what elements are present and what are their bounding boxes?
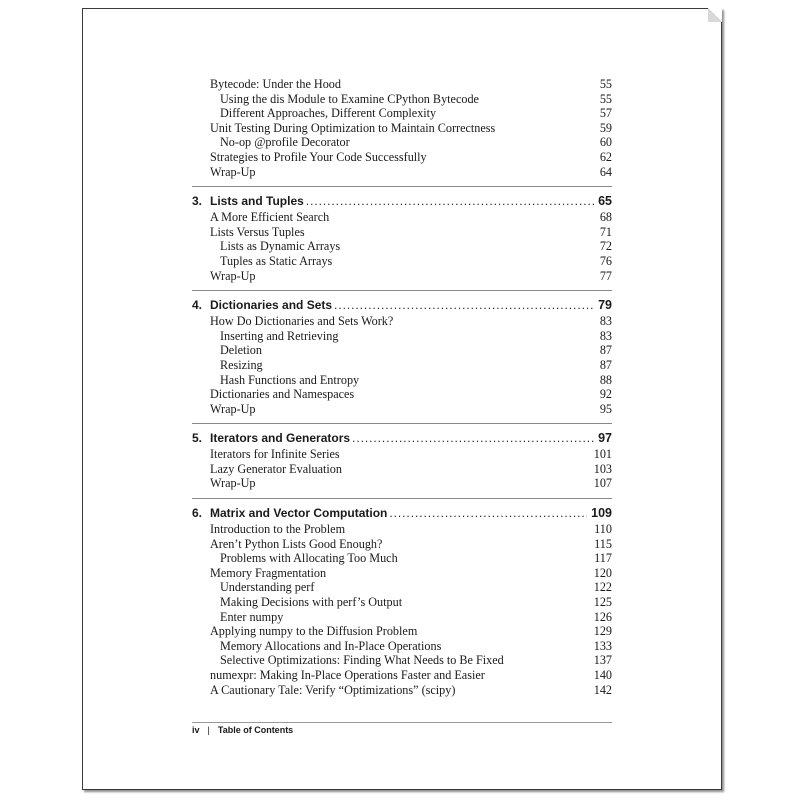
- toc-chapter[interactable]: [192, 423, 612, 446]
- chapter-page-number: 79: [598, 298, 612, 313]
- entry-page-number: 55: [599, 77, 612, 91]
- entry-title: How Do Dictionaries and Sets Work?: [210, 314, 394, 329]
- entry-title: Different Approaches, Different Complexity: [220, 106, 437, 121]
- entry-title: Applying numpy to the Diffusion Problem: [210, 624, 418, 639]
- entry-page-number: 60: [599, 135, 612, 150]
- toc-subsection[interactable]: [192, 329, 612, 344]
- dot-leader: [389, 505, 587, 521]
- entry-title: Tuples as Static Arrays: [220, 253, 333, 268]
- entry-page-number: 101: [593, 447, 612, 462]
- entry-page-number: 95: [599, 401, 612, 416]
- entry-title: numexpr: Making In-Place Operations Faster and Easier: [210, 668, 485, 682]
- entry-title: Bytecode: Under the Hood: [210, 77, 341, 91]
- entry-title: Unit Testing During Optimization to Maintain Correctness: [210, 120, 496, 135]
- entry-title: Dictionaries and Namespaces: [210, 387, 355, 402]
- toc-subsection[interactable]: [192, 254, 612, 269]
- entry-page-number: 137: [593, 653, 612, 668]
- entry-page-number: 115: [594, 536, 612, 551]
- entry-title: Enter numpy: [220, 609, 284, 624]
- entry-page-number: 64: [599, 164, 612, 179]
- entry-page-number: 129: [593, 624, 612, 639]
- toc-subsection[interactable]: [192, 580, 612, 595]
- entry-title: Wrap-Up: [210, 476, 256, 491]
- chapter-title: Dictionaries and Sets: [210, 298, 333, 313]
- chapter-page-number: 65: [598, 194, 612, 209]
- entry-page-number: 87: [599, 343, 612, 358]
- toc-subsection[interactable]: [192, 639, 612, 654]
- chapter-number: 3.: [192, 194, 203, 209]
- toc-section[interactable]: [192, 402, 612, 417]
- entry-page-number: 57: [599, 106, 612, 121]
- entry-page-number: 120: [593, 565, 612, 580]
- dot-leader: [306, 193, 594, 209]
- entry-page-number: 140: [593, 668, 612, 682]
- entry-page-number: 76: [599, 253, 612, 268]
- table-of-contents: [192, 77, 612, 697]
- toc-subsection[interactable]: [192, 343, 612, 358]
- page-corner-fold: [708, 8, 722, 22]
- toc-subsection[interactable]: [192, 551, 612, 566]
- entry-title: Introduction to the Problem: [210, 522, 346, 537]
- entry-title: Deletion: [220, 343, 262, 358]
- entry-title: Iterators for Infinite Series: [210, 447, 340, 462]
- entry-page-number: 62: [599, 149, 612, 164]
- toc-section[interactable]: [192, 77, 612, 92]
- entry-page-number: 142: [593, 682, 612, 697]
- toc-subsection[interactable]: [192, 92, 612, 107]
- entry-title: Using the dis Module to Examine CPython Bytecode: [220, 91, 479, 106]
- toc-subsection[interactable]: [192, 239, 612, 254]
- entry-page-number: 92: [599, 387, 612, 402]
- entry-title: Wrap-Up: [210, 268, 256, 283]
- entry-page-number: 110: [594, 522, 612, 537]
- entry-page-number: 87: [599, 357, 612, 372]
- toc-section[interactable]: [192, 624, 612, 639]
- entry-title: Lazy Generator Evaluation: [210, 461, 342, 476]
- page-footer: [192, 722, 612, 735]
- footer-section-title: Table of Contents: [217, 725, 294, 735]
- toc-section[interactable]: [192, 668, 612, 683]
- entry-page-number: 107: [593, 476, 612, 491]
- entry-title: Aren’t Python Lists Good Enough?: [210, 536, 383, 551]
- chapter-number: 4.: [192, 298, 203, 313]
- entry-title: Memory Fragmentation: [210, 565, 327, 580]
- toc-subsection[interactable]: [192, 106, 612, 121]
- entry-page-number: 77: [599, 268, 612, 283]
- chapter-title: Matrix and Vector Computation: [210, 506, 388, 521]
- chapter-page-number: 109: [591, 506, 612, 521]
- chapter-number: 6.: [192, 506, 203, 521]
- toc-subsection[interactable]: [192, 135, 612, 150]
- entry-title: A Cautionary Tale: Verify “Optimizations” (scipy): [210, 682, 456, 697]
- toc-section[interactable]: [192, 387, 612, 402]
- toc-section[interactable]: [192, 269, 612, 284]
- entry-title: Inserting and Retrieving: [220, 328, 339, 343]
- entry-title: Wrap-Up: [210, 164, 256, 179]
- toc-section[interactable]: [192, 121, 612, 136]
- entry-title: Hash Functions and Entropy: [220, 372, 360, 387]
- entry-page-number: 59: [599, 120, 612, 135]
- dot-leader: [352, 430, 594, 446]
- toc-section[interactable]: [192, 150, 612, 165]
- entry-page-number: 126: [593, 609, 612, 624]
- entry-title: Wrap-Up: [210, 401, 256, 416]
- entry-page-number: 88: [599, 372, 612, 387]
- toc-section[interactable]: [192, 462, 612, 477]
- entry-title: A More Efficient Search: [210, 210, 330, 225]
- chapter-title: Iterators and Generators: [210, 431, 351, 446]
- chapter-page-number: 97: [598, 431, 612, 446]
- entry-page-number: 83: [599, 328, 612, 343]
- entry-title: Strategies to Profile Your Code Successfully: [210, 149, 427, 164]
- entry-page-number: 117: [594, 551, 612, 566]
- toc-section[interactable]: [192, 447, 612, 462]
- entry-title: Lists Versus Tuples: [210, 224, 305, 239]
- toc-section[interactable]: [192, 225, 612, 240]
- entry-page-number: 103: [593, 461, 612, 476]
- entry-page-number: 122: [593, 580, 612, 595]
- toc-section[interactable]: [192, 566, 612, 581]
- chapter-title: Lists and Tuples: [210, 194, 304, 209]
- footer-separator: |: [207, 725, 210, 735]
- toc-section[interactable]: [192, 522, 612, 537]
- entry-page-number: 83: [599, 314, 612, 329]
- entry-title: Making Decisions with perf’s Output: [220, 595, 403, 610]
- entry-title: Resizing: [220, 357, 263, 372]
- toc-chapter[interactable]: [192, 290, 612, 313]
- toc-section[interactable]: [192, 683, 612, 698]
- toc-section[interactable]: [192, 537, 612, 552]
- entry-page-number: 71: [599, 224, 612, 239]
- entry-title: Memory Allocations and In-Place Operations: [220, 638, 442, 653]
- entry-page-number: 55: [599, 91, 612, 106]
- entry-page-number: 68: [599, 210, 612, 225]
- entry-page-number: 72: [599, 239, 612, 254]
- toc-section[interactable]: [192, 314, 612, 329]
- entry-title: Problems with Allocating Too Much: [220, 551, 398, 566]
- toc-section[interactable]: [192, 165, 612, 180]
- entry-page-number: 125: [593, 595, 612, 610]
- entry-page-number: 133: [593, 638, 612, 653]
- entry-title: No-op @profile Decorator: [220, 135, 350, 150]
- toc-subsection[interactable]: [192, 595, 612, 610]
- toc-chapter[interactable]: [192, 498, 612, 521]
- toc-section[interactable]: [192, 210, 612, 225]
- toc-section[interactable]: [192, 476, 612, 491]
- entry-title: Understanding perf: [220, 580, 315, 595]
- toc-chapter[interactable]: [192, 186, 612, 209]
- chapter-number: 5.: [192, 431, 203, 446]
- toc-subsection[interactable]: [192, 610, 612, 625]
- footer-page-label: iv: [192, 725, 200, 735]
- dot-leader: [334, 297, 594, 313]
- entry-title: Lists as Dynamic Arrays: [220, 239, 341, 254]
- toc-subsection[interactable]: [192, 373, 612, 388]
- entry-title: Selective Optimizations: Finding What Needs to Be Fixed: [220, 653, 504, 668]
- toc-subsection[interactable]: [192, 358, 612, 373]
- toc-subsection[interactable]: [192, 653, 612, 668]
